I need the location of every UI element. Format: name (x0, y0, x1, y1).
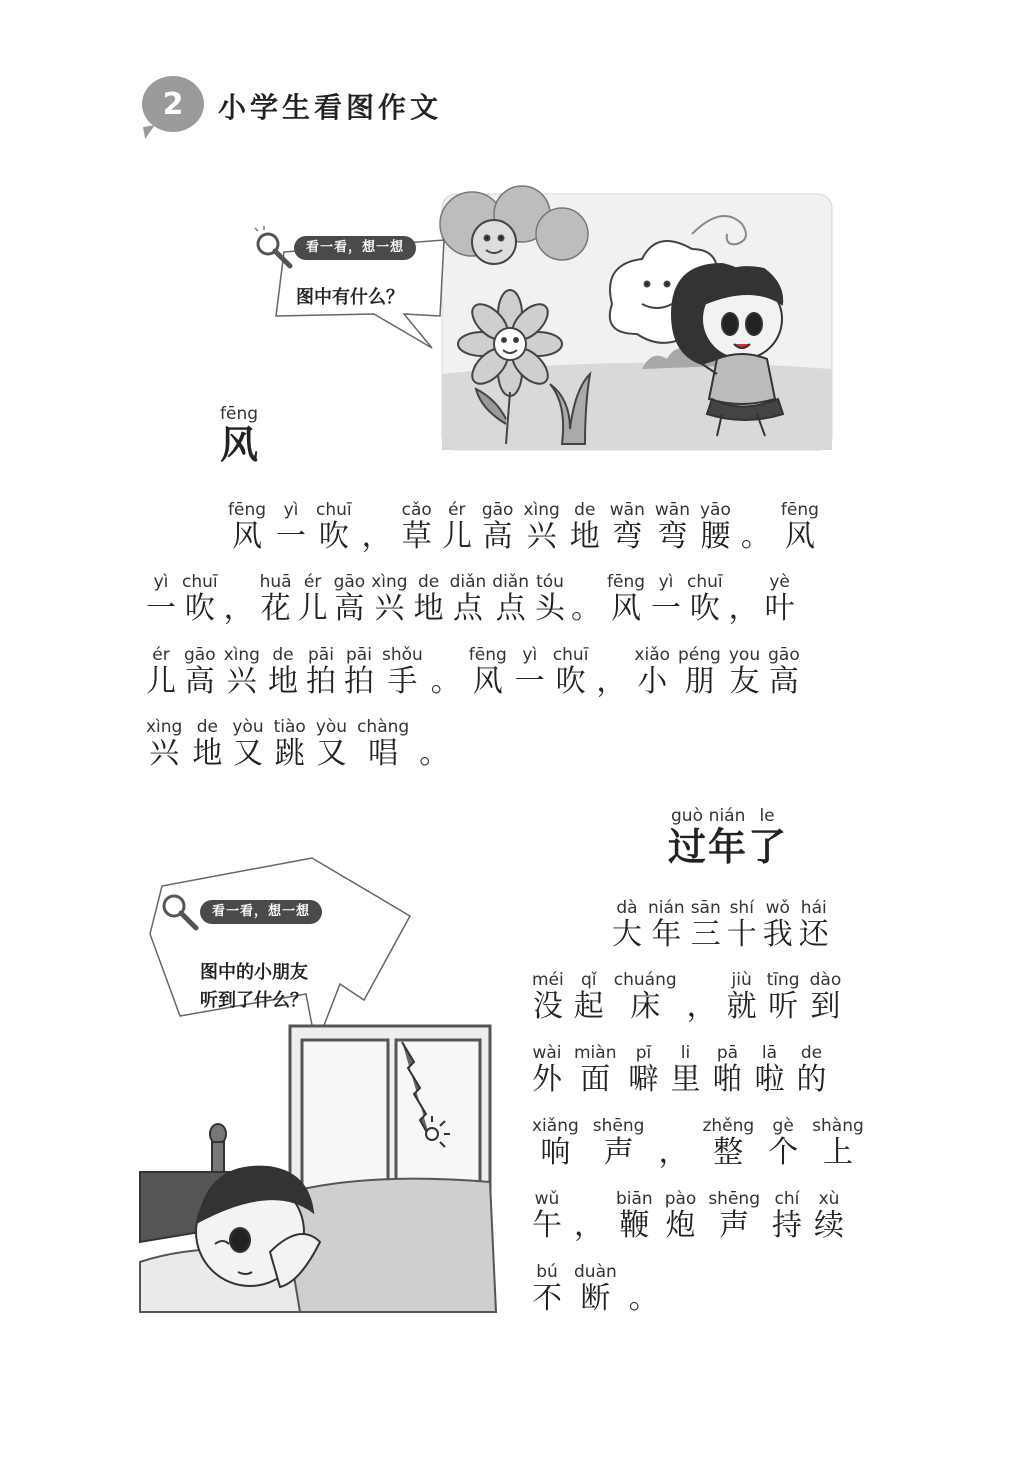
hanzi: 了 (748, 825, 787, 869)
hanzi: 高 (334, 591, 365, 626)
pinyin: le (759, 806, 775, 826)
pinyin: diǎn (449, 572, 487, 592)
pinyin: jiù (731, 970, 752, 990)
hanzi: 头 (535, 591, 565, 626)
pinyin: guò (671, 806, 703, 826)
pinyin: fēng (468, 645, 507, 665)
hanzi: 过 (668, 825, 707, 869)
pinyin: li (680, 1043, 691, 1063)
hanzi: 叶 (764, 591, 795, 626)
hanzi: 到 (810, 989, 841, 1024)
magnifier-icon (252, 228, 296, 272)
pinyin: yòu (315, 717, 348, 737)
hanzi: 上 (822, 1135, 853, 1170)
pinyin: gāo (184, 645, 216, 665)
pinyin: nián (648, 898, 685, 918)
hanzi: 吹 (555, 664, 586, 699)
punctuation: ， (361, 519, 392, 554)
pinyin: tiào (273, 717, 306, 737)
hanzi: 又 (316, 736, 347, 771)
hanzi: 风 (784, 519, 815, 554)
pinyin: pāi (308, 645, 334, 665)
punctuation: 。 (628, 1281, 659, 1316)
hanzi: 高 (768, 664, 799, 699)
pinyin: nián (708, 806, 746, 826)
pinyin: de (196, 717, 218, 737)
hanzi: 跳 (274, 736, 305, 771)
pinyin: zhěng (702, 1116, 755, 1136)
hanzi: 风 (220, 423, 259, 467)
hanzi: 断 (580, 1281, 611, 1316)
hanzi: 三 (690, 917, 721, 952)
pinyin: chuī (182, 572, 218, 592)
pinyin: shǒu (381, 645, 423, 665)
tip-bubble-2 (140, 856, 420, 1046)
hanzi: 续 (813, 1208, 844, 1243)
pinyin: duàn (574, 1262, 617, 1282)
pinyin: wài (532, 1043, 562, 1063)
pinyin: shí (729, 898, 754, 918)
hanzi: 兴 (374, 591, 405, 626)
hanzi: 又 (232, 736, 263, 771)
hanzi: 吹 (689, 591, 720, 626)
hanzi: 还 (798, 917, 829, 952)
punctuation: ， (596, 664, 627, 699)
pinyin: gāo (333, 572, 366, 592)
pinyin: yì (153, 572, 169, 592)
hanzi: 一 (146, 591, 176, 626)
pinyin: ér (448, 500, 466, 520)
pinyin: xìng (146, 717, 183, 737)
page-number: 2 (162, 87, 184, 122)
pinyin: diǎn (492, 572, 529, 592)
hanzi: 唱 (368, 736, 399, 771)
hanzi: 一 (651, 591, 682, 626)
hanzi: 手 (387, 664, 418, 699)
punctuation: 。 (571, 591, 601, 626)
pinyin: chuī (552, 645, 589, 665)
pinyin: chàng (357, 717, 410, 737)
pinyin: péng (678, 645, 721, 665)
hanzi: 听 (768, 989, 799, 1024)
hanzi: 儿 (441, 519, 472, 554)
hanzi: 就 (726, 989, 757, 1024)
hanzi: 兴 (526, 519, 557, 554)
hanzi: 风 (611, 591, 641, 626)
hanzi: 不 (532, 1281, 562, 1316)
pinyin: pāi (346, 645, 372, 665)
pinyin: hái (800, 898, 827, 918)
hanzi: 友 (729, 664, 760, 699)
title-new-year (668, 806, 786, 868)
punctuation: ， (574, 1208, 604, 1243)
paragraph-new-year-line-5 (532, 1189, 844, 1243)
hanzi: 噼 (628, 1062, 659, 1097)
hanzi: 儿 (146, 664, 176, 699)
paragraph-new-year-line-2 (532, 970, 841, 1024)
pinyin: gāo (481, 500, 514, 520)
paragraph-wind-line-1 (228, 500, 819, 554)
hanzi: 床 (630, 989, 661, 1024)
hanzi: 没 (532, 989, 563, 1024)
pinyin: xìng (523, 500, 560, 520)
punctuation: 。 (419, 736, 450, 771)
tip-label-1: 看一看，想一想 (294, 236, 416, 260)
pinyin: huā (259, 572, 292, 592)
hanzi: 起 (573, 989, 604, 1024)
hanzi: 我 (762, 917, 793, 952)
pinyin: miàn (574, 1043, 617, 1063)
paragraph-new-year-line-1 (612, 898, 829, 952)
pinyin: de (574, 500, 596, 520)
hanzi: 风 (232, 519, 262, 554)
hanzi: 高 (482, 519, 513, 554)
hanzi: 拍 (305, 664, 336, 699)
punctuation: ， (658, 1135, 689, 1170)
tip-question-1: 图中有什么？ (296, 287, 404, 308)
paragraph-new-year-line-3 (532, 1043, 826, 1097)
hanzi: 风 (472, 664, 503, 699)
illustration-wind-scene (442, 194, 832, 450)
pinyin: wǒ (765, 898, 790, 918)
paragraph-new-year-line-6 (532, 1262, 659, 1316)
hanzi: 炮 (665, 1208, 696, 1243)
boy-character-icon (196, 1167, 320, 1287)
pinyin: yè (769, 572, 790, 592)
pinyin: shēng (708, 1189, 760, 1209)
pinyin: chuáng (613, 970, 677, 990)
pinyin: chuī (687, 572, 723, 592)
punctuation: 。 (430, 664, 461, 699)
hanzi: 高 (184, 664, 215, 699)
pinyin: shēng (592, 1116, 645, 1136)
hanzi: 儿 (297, 591, 328, 626)
magnifier-icon (158, 890, 202, 934)
pinyin: chuī (316, 500, 352, 520)
pinyin: gè (772, 1116, 794, 1136)
pinyin: dào (809, 970, 842, 990)
hanzi: 声 (719, 1208, 750, 1243)
pinyin: fēng (228, 500, 267, 520)
pinyin: fēng (220, 404, 259, 424)
pinyin: bú (536, 1262, 558, 1282)
hanzi: 地 (569, 519, 600, 554)
pinyin: shàng (812, 1116, 864, 1136)
hanzi: 草 (401, 519, 432, 554)
hanzi: 腰 (700, 519, 731, 554)
hanzi: 年 (708, 825, 747, 869)
paragraph-wind-line-4 (146, 717, 449, 771)
paragraph-new-year-line-4 (532, 1116, 864, 1170)
pinyin: yì (658, 572, 674, 592)
pinyin: méi (532, 970, 564, 990)
hanzi: 响 (540, 1135, 571, 1170)
pinyin: pào (664, 1189, 697, 1209)
pinyin: ér (152, 645, 170, 665)
hanzi: 啪 (712, 1062, 743, 1097)
pinyin: gāo (768, 645, 800, 665)
hanzi: 大 (612, 917, 642, 952)
pinyin: pā (716, 1043, 739, 1063)
hanzi: 面 (580, 1062, 611, 1097)
hanzi: 花 (260, 591, 291, 626)
hanzi: 点 (495, 591, 526, 626)
illustration-new-year-scene (140, 1022, 496, 1312)
pinyin: xìng (371, 572, 408, 592)
hanzi: 的 (796, 1062, 827, 1097)
hanzi: 十 (726, 917, 757, 952)
hanzi: 整 (713, 1135, 744, 1170)
hanzi: 兴 (226, 664, 257, 699)
pinyin: sān (690, 898, 721, 918)
hanzi: 兴 (149, 736, 180, 771)
hanzi: 一 (514, 664, 545, 699)
hanzi: 声 (603, 1135, 634, 1170)
hanzi: 拍 (343, 664, 374, 699)
hanzi: 一 (276, 519, 307, 554)
pinyin: xiǎng (532, 1116, 579, 1136)
hanzi: 持 (771, 1208, 802, 1243)
book-title: 小学生看图作文 (218, 91, 443, 124)
pinyin: you (728, 645, 761, 665)
hanzi: 午 (532, 1208, 562, 1243)
pinyin: wān (609, 500, 645, 520)
pinyin: yòu (232, 717, 264, 737)
pinyin: yì (283, 500, 299, 520)
hanzi: 朋 (684, 664, 715, 699)
hanzi: 地 (192, 736, 223, 771)
pinyin: lā (761, 1043, 778, 1063)
hanzi: 鞭 (619, 1208, 650, 1243)
tip-question-2-line-2: 听到了什么？ (200, 990, 308, 1011)
punctuation: ， (686, 989, 717, 1024)
hanzi: 吹 (184, 591, 215, 626)
pinyin: de (272, 645, 294, 665)
pinyin: biān (616, 1189, 653, 1209)
hanzi: 小 (637, 664, 668, 699)
pinyin: wǔ (534, 1189, 560, 1209)
hanzi: 弯 (657, 519, 688, 554)
punctuation: ， (728, 591, 759, 626)
tip-question-2-line-1: 图中的小朋友 (200, 962, 308, 983)
punctuation: 。 (740, 519, 771, 554)
hanzi: 个 (768, 1135, 799, 1170)
title-wind (220, 404, 258, 466)
pinyin: wān (654, 500, 690, 520)
pinyin: chí (774, 1189, 800, 1209)
hanzi: 啦 (754, 1062, 785, 1097)
pinyin: de (800, 1043, 823, 1063)
paragraph-wind-line-2 (146, 572, 795, 626)
pinyin: qǐ (580, 970, 597, 990)
hanzi: 外 (532, 1062, 562, 1097)
hanzi: 弯 (612, 519, 643, 554)
pinyin: yì (522, 645, 538, 665)
pinyin: ér (303, 572, 322, 592)
pinyin: dà (616, 898, 638, 918)
punctuation: ， (223, 591, 254, 626)
pinyin: xù (818, 1189, 840, 1209)
pinyin: tīng (766, 970, 800, 990)
hanzi: 地 (267, 664, 298, 699)
pinyin: fēng (607, 572, 646, 592)
hanzi: 地 (413, 591, 444, 626)
pinyin: xìng (223, 645, 260, 665)
pinyin: xiǎo (634, 645, 671, 665)
hanzi: 点 (452, 591, 483, 626)
pinyin: tóu (536, 572, 564, 592)
pinyin: pī (635, 1043, 652, 1063)
tip-label-2: 看一看，想一想 (200, 900, 322, 924)
pinyin: cǎo (401, 500, 432, 520)
hanzi: 里 (670, 1062, 701, 1097)
pinyin: fēng (780, 500, 819, 520)
pinyin: de (417, 572, 440, 592)
flower-face-icon (472, 220, 516, 264)
pinyin: yāo (700, 500, 731, 520)
hanzi: 吹 (318, 519, 349, 554)
hanzi: 年 (651, 917, 682, 952)
paragraph-wind-line-3 (146, 645, 800, 699)
